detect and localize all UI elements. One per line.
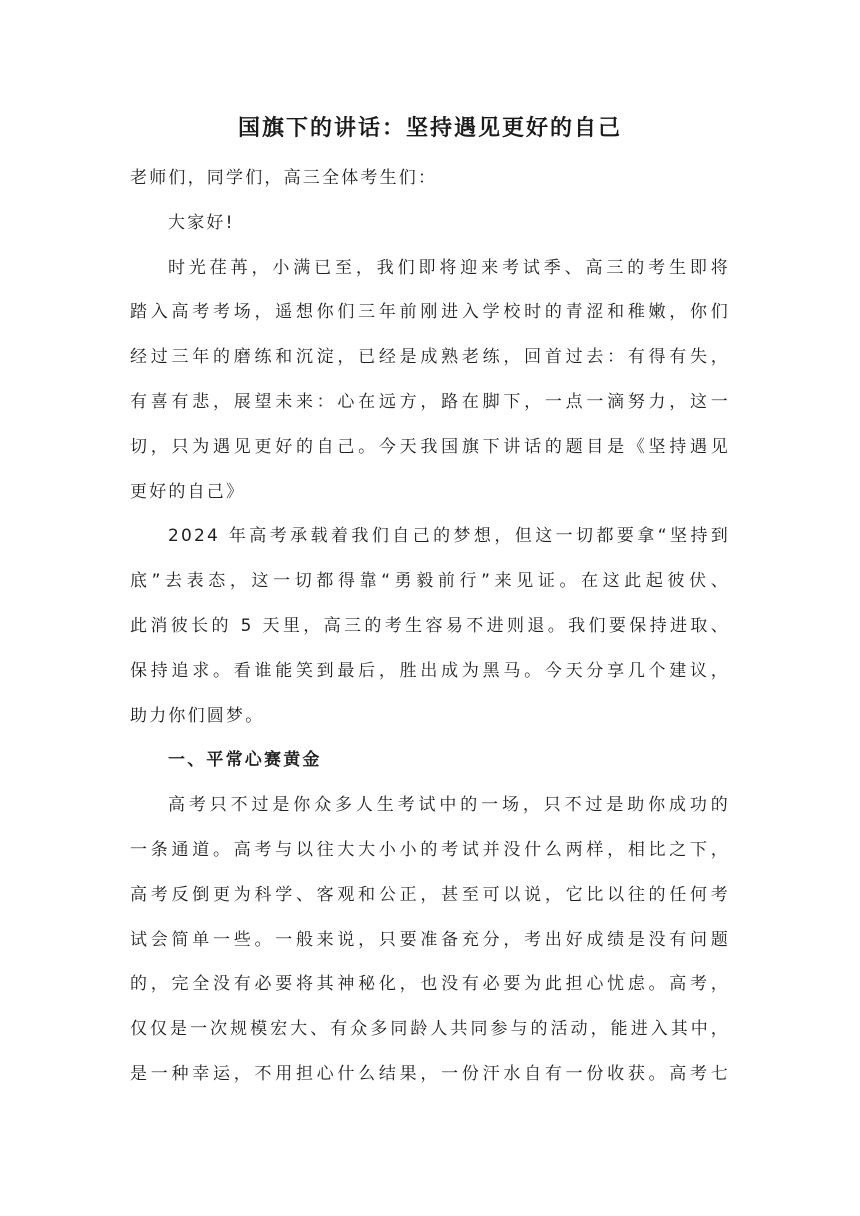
paragraph-line: 高考反倒更为科学、客观和公正，甚至可以说，它比以往的任何考 xyxy=(130,884,730,905)
paragraph-line: 2024 年高考承载着我们自己的梦想，但这一切都要拿“坚持到 xyxy=(168,526,730,547)
paragraph-line: 试会简单一些。一般来说，只要准备充分，考出好成绩是没有问题 xyxy=(130,929,730,950)
paragraph-2 xyxy=(130,514,730,738)
paragraph-line: 仅仅是一次规模宏大、有众多同龄人共同参与的活动，能进入其中， xyxy=(130,1019,730,1040)
paragraph-line: 经过三年的磨练和沉淀，已经是成熟老练，回首过去：有得有失， xyxy=(130,347,730,368)
document-body xyxy=(130,156,730,1097)
paragraph-line: 有喜有悲，展望未来：心在远方，路在脚下，一点一滴努力，这一 xyxy=(130,391,730,412)
paragraph-line: 更好的自己》 xyxy=(130,481,246,502)
paragraph-line: 保持追求。看谁能笑到最后，胜出成为黑马。今天分享几个建议， xyxy=(130,660,730,681)
paragraph-line: 一条通道。高考与以往大大小小的考试并没什么两样，相比之下， xyxy=(130,839,730,860)
paragraph-line: 切，只为遇见更好的自己。今天我国旗下讲话的题目是《坚持遇见 xyxy=(130,436,730,457)
paragraph-line: 高考只不过是你众多人生考试中的一场，只不过是助你成功的 xyxy=(168,795,730,816)
paragraph-line: 此消彼长的 5 天里，高三的考生容易不进则退。我们要保持进取、 xyxy=(130,615,730,636)
paragraph-line: 助力你们圆梦。 xyxy=(130,705,265,726)
paragraph-line: 踏入高考考场，遥想你们三年前刚进入学校时的青涩和稚嫩，你们 xyxy=(130,302,730,323)
paragraph-line: 是一种幸运，不用担心什么结果，一份汗水自有一份收获。高考七 xyxy=(130,1063,730,1084)
greeting: 大家好! xyxy=(168,212,235,233)
paragraph-1 xyxy=(130,246,730,515)
section-heading: 一、平常心赛黄金 xyxy=(168,750,322,771)
paragraph-line: 的，完全没有必要将其神秘化，也没有必要为此担心忧虑。高考， xyxy=(130,974,730,995)
document-title: 国旗下的讲话：坚持遇见更好的自己 xyxy=(237,116,622,141)
paragraph-line: 底”去表态，这一切都得靠“勇毅前行”来见证。在这此起彼伏、 xyxy=(130,571,730,592)
paragraph-3 xyxy=(130,783,730,1097)
paragraph-line: 时光荏苒，小满已至，我们即将迎来考试季、高三的考生即将 xyxy=(168,257,730,278)
salutation: 老师们，同学们，高三全体考生们： xyxy=(130,168,438,188)
